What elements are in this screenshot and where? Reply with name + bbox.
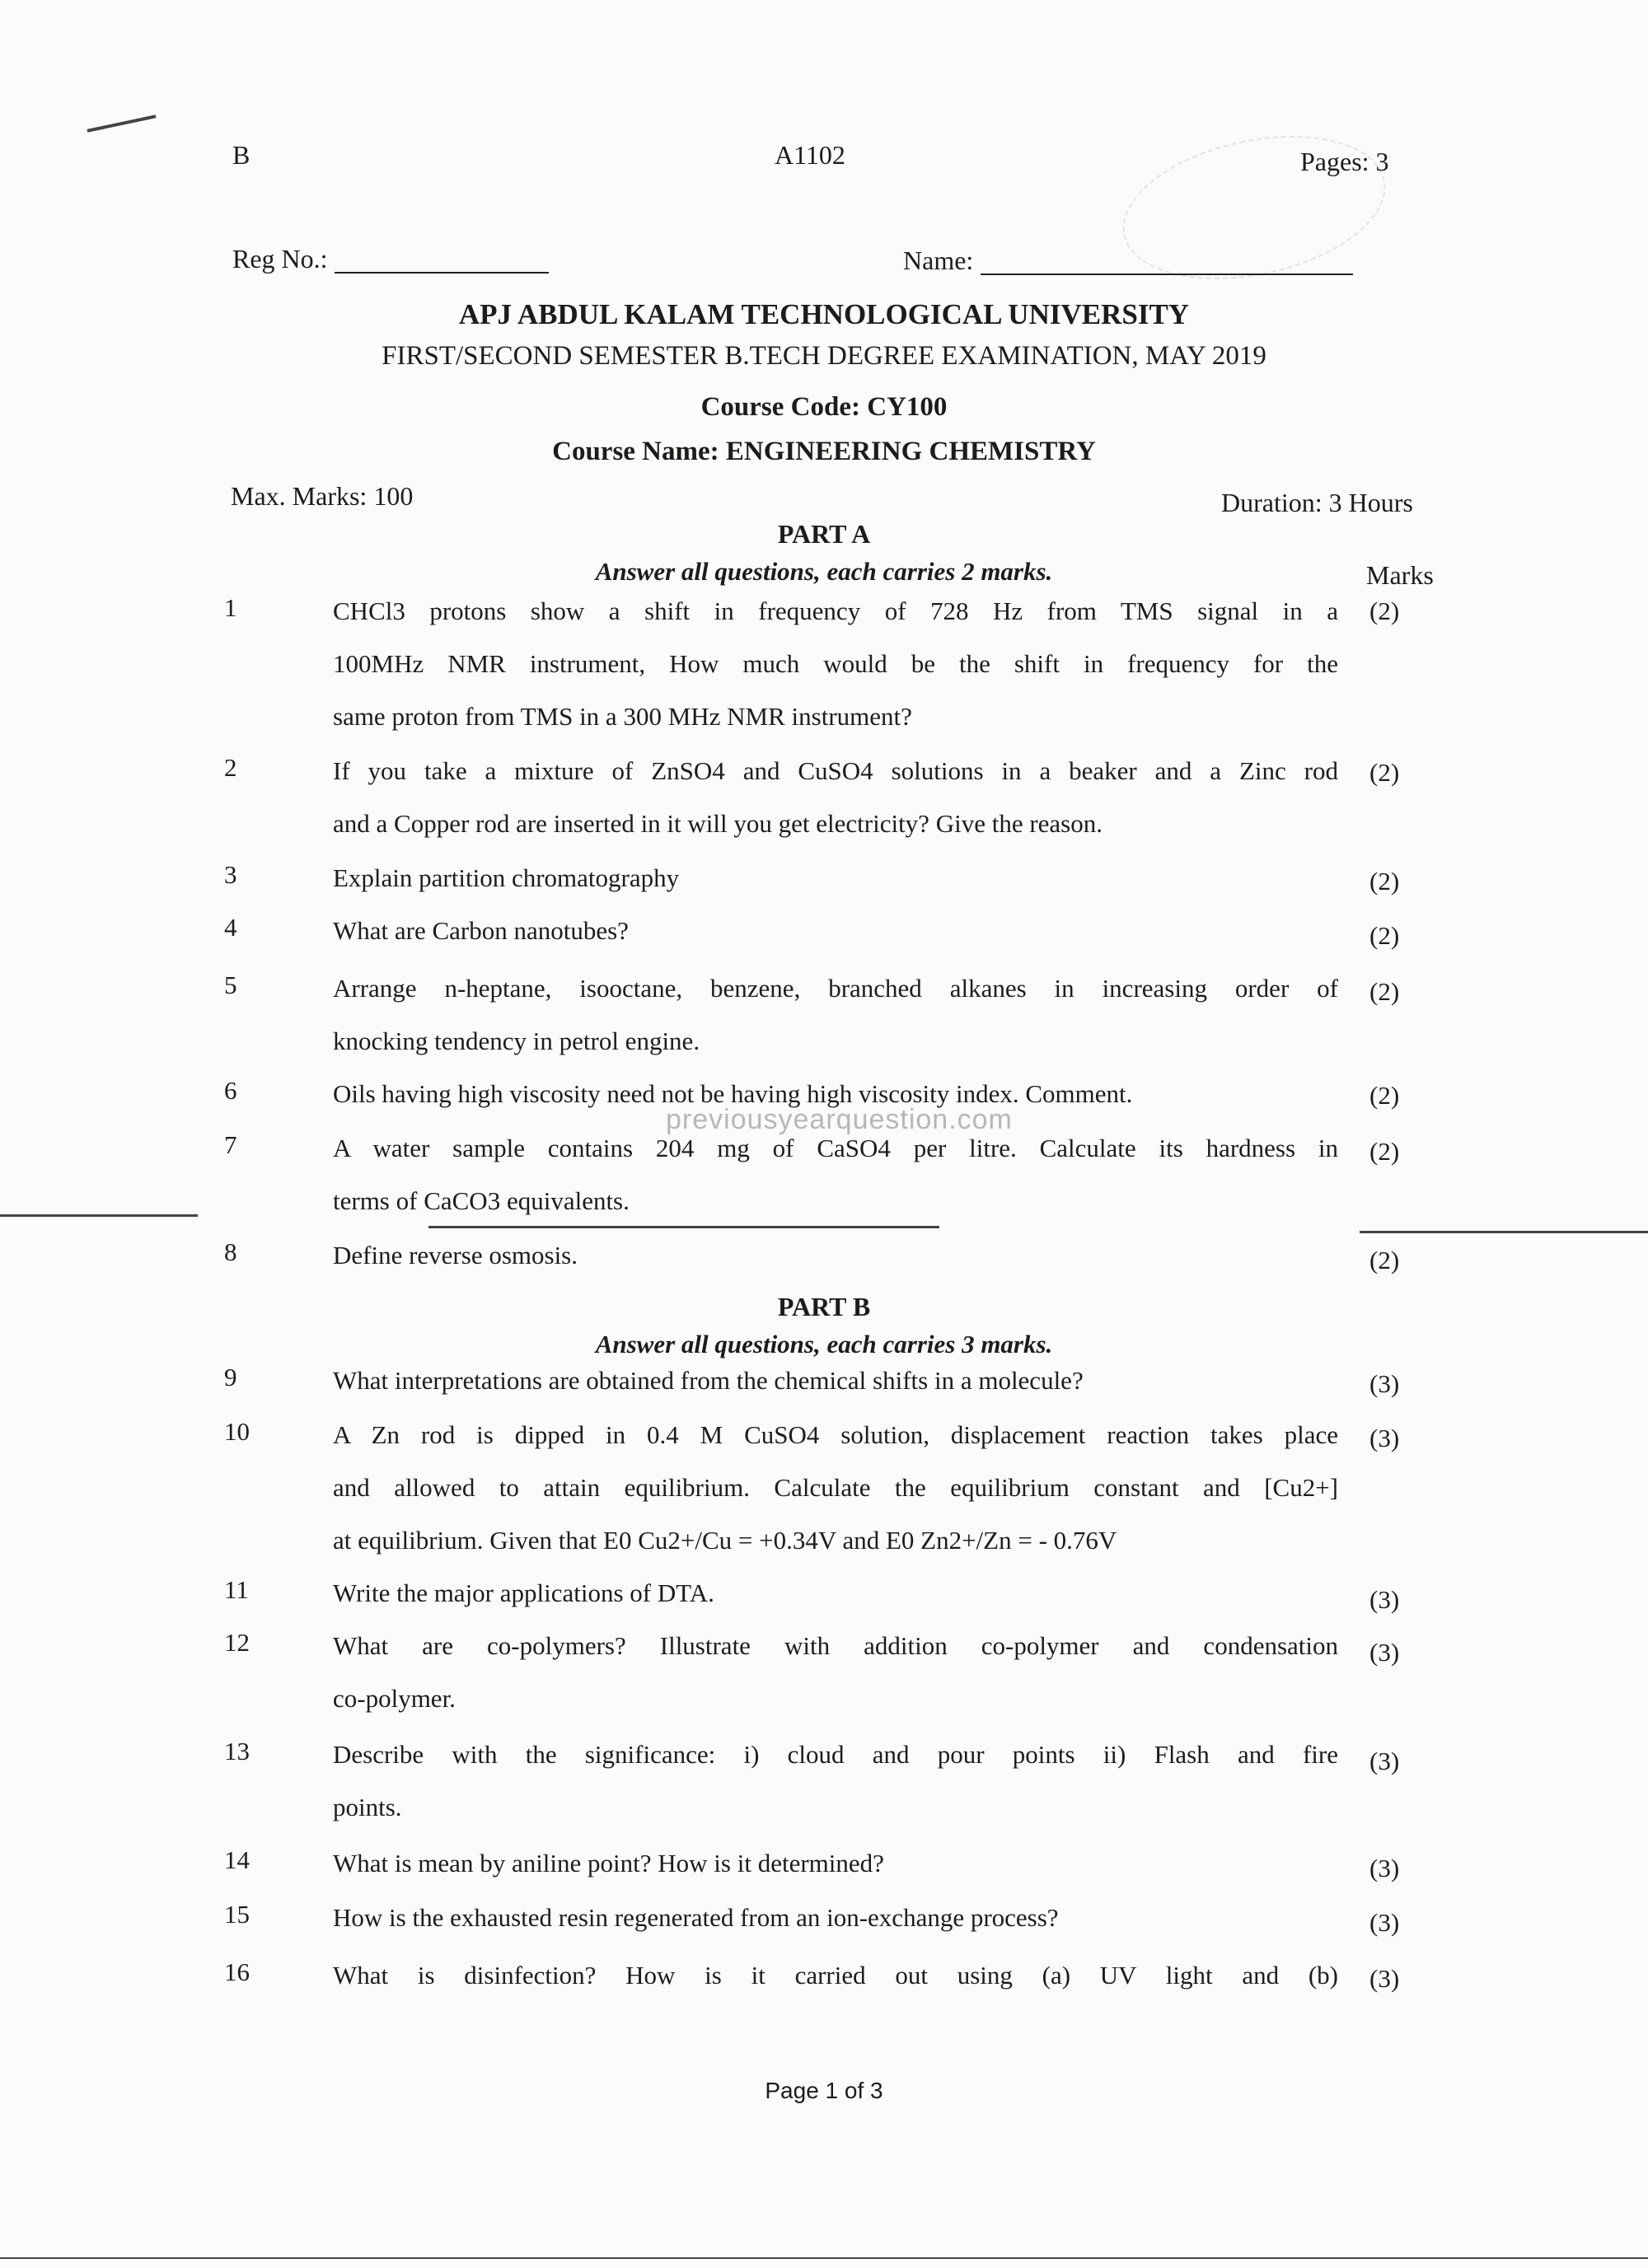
- question-line: same proton from TMS in a 300 MHz NMR instrument?: [333, 702, 912, 731]
- question-line: Oils having high viscosity need not be having high viscosity index. Comment.: [333, 1079, 1133, 1108]
- question-text: [333, 1892, 1338, 1944]
- question-line: points.: [333, 1793, 402, 1821]
- question-number: 11: [224, 1575, 249, 1604]
- question-number: 15: [224, 1900, 250, 1929]
- question-line: 100MHz NMR instrument, How much would be the shift in frequency for the: [333, 649, 1338, 678]
- question-text: [333, 962, 1338, 1068]
- question-number: 6: [224, 1076, 237, 1105]
- question-line: If you take a mixture of ZnSO4 and CuSO4 solutions in a beaker and a Zinc rod: [333, 756, 1338, 785]
- question-marks: (3): [1369, 1369, 1400, 1398]
- question-text: [333, 1567, 1338, 1620]
- scan-streak: [0, 1214, 198, 1217]
- page-count: Pages: 3: [1300, 147, 1389, 176]
- question-text: [333, 745, 1338, 850]
- question-marks: (2): [1369, 758, 1400, 787]
- question-number: 3: [224, 860, 237, 889]
- question-marks: (2): [1369, 596, 1400, 625]
- question-line: How is the exhausted resin regenerated from an ion-exchange process?: [333, 1903, 1059, 1932]
- question-line: What are co-polymers? Illustrate with addition co-polymer and condensation: [333, 1631, 1338, 1660]
- question-line: and allowed to attain equilibrium. Calculate the equilibrium constant and [Cu2+]: [333, 1473, 1338, 1502]
- question-line: What are Carbon nanotubes?: [333, 916, 629, 945]
- question-number: 10: [224, 1417, 250, 1446]
- paper-series: B: [232, 140, 250, 170]
- scan-streak: [1360, 1231, 1648, 1233]
- question-line: and a Copper rod are inserted in it will you get electricity? Give the reason.: [333, 809, 1103, 838]
- question-marks: (3): [1369, 1747, 1400, 1775]
- question-line: A water sample contains 204 mg of CaSO4 per litre. Calculate its hardness in: [333, 1134, 1338, 1162]
- question-line: Explain partition chromatography: [333, 863, 680, 892]
- question-text: [333, 852, 1338, 905]
- question-line: A Zn rod is dipped in 0.4 M CuSO4 solution, displacement reaction takes place: [333, 1420, 1338, 1449]
- question-marks: (2): [1369, 1081, 1400, 1110]
- question-text: [333, 905, 1338, 957]
- question-line: What is disinfection? How is it carried out using (a) UV light and (b): [333, 1961, 1338, 1990]
- question-number: 7: [224, 1130, 237, 1159]
- max-marks: Max. Marks: 100: [231, 481, 414, 511]
- question-marks: (3): [1369, 1424, 1400, 1452]
- question-number: 14: [224, 1845, 250, 1874]
- question-text: [333, 1837, 1338, 1890]
- marks-column-header: Marks: [1366, 560, 1434, 590]
- paper-code: A1102: [775, 140, 845, 170]
- question-marks: (2): [1369, 921, 1400, 950]
- question-text: [333, 1229, 1338, 1282]
- question-marks: (3): [1369, 1854, 1400, 1882]
- reg-no-label: Reg No.:: [232, 244, 328, 274]
- scan-mark: [87, 115, 157, 133]
- duration: Duration: 3 Hours: [1221, 488, 1413, 517]
- scan-streak: [428, 1226, 939, 1228]
- question-text: [333, 1949, 1338, 2002]
- question-marks: (3): [1369, 1908, 1400, 1937]
- exam-name: FIRST/SECOND SEMESTER B.TECH DEGREE EXAMINATION, MAY 2019: [382, 341, 1266, 371]
- question-text: [333, 1728, 1338, 1834]
- part-b-heading: PART B: [777, 1292, 871, 1321]
- question-number: 4: [224, 913, 237, 942]
- question-line: at equilibrium. Given that E0 Cu2+/Cu = +0.34V and E0 Zn2+/Zn = - 0.76V: [333, 1526, 1117, 1555]
- question-marks: (2): [1369, 1246, 1400, 1274]
- question-line: CHCl3 protons show a shift in frequency of 728 Hz from TMS signal in a: [333, 596, 1338, 625]
- question-text: [333, 1354, 1338, 1407]
- question-number: 2: [224, 753, 237, 782]
- part-a-heading: PART A: [777, 519, 871, 549]
- page-footer: Page 1 of 3: [765, 2078, 883, 2103]
- question-number: 1: [224, 593, 237, 622]
- question-line: Describe with the significance: i) cloud and pour points ii) Flash and fire: [333, 1740, 1338, 1769]
- question-number: 8: [224, 1237, 237, 1266]
- question-marks: (3): [1369, 1638, 1400, 1667]
- question-text: [333, 1620, 1338, 1725]
- watermark-text: previousyearquestion.com: [666, 1104, 1013, 1135]
- question-marks: (3): [1369, 1964, 1400, 1993]
- question-line: terms of CaCO3 equivalents.: [333, 1186, 630, 1215]
- question-text: [333, 1409, 1338, 1567]
- question-number: 12: [224, 1628, 250, 1657]
- course-name: Course Name: ENGINEERING CHEMISTRY: [552, 437, 1096, 466]
- question-number: 5: [224, 970, 237, 999]
- question-line: Define reverse osmosis.: [333, 1241, 578, 1270]
- question-line: What interpretations are obtained from the chemical shifts in a molecule?: [333, 1366, 1084, 1395]
- question-marks: (2): [1369, 867, 1400, 896]
- university-name: APJ ABDUL KALAM TECHNOLOGICAL UNIVERSITY: [458, 298, 1190, 330]
- question-line: Write the major applications of DTA.: [333, 1578, 714, 1607]
- question-marks: (2): [1369, 1137, 1400, 1166]
- reg-no-blank: [335, 272, 549, 274]
- question-marks: (2): [1369, 977, 1400, 1006]
- name-label: Name:: [903, 246, 974, 275]
- question-line: What is mean by aniline point? How is it determined?: [333, 1849, 884, 1878]
- question-line: knocking tendency in petrol engine.: [333, 1026, 700, 1055]
- question-text: [333, 585, 1338, 743]
- scan-edge: [0, 2257, 1648, 2259]
- name-blank: [981, 274, 1353, 275]
- part-b-instruction: Answer all questions, each carries 3 marks.: [595, 1330, 1053, 1358]
- question-line: co-polymer.: [333, 1684, 456, 1713]
- question-number: 13: [224, 1737, 250, 1765]
- part-a-instruction: Answer all questions, each carries 2 marks.: [595, 557, 1053, 586]
- question-number: 9: [224, 1363, 237, 1391]
- question-line: Arrange n-heptane, isooctane, benzene, branched alkanes in increasing order of: [333, 974, 1338, 1003]
- question-text: [333, 1122, 1338, 1228]
- question-number: 16: [224, 1957, 250, 1986]
- course-code: Course Code: CY100: [700, 392, 948, 422]
- question-marks: (3): [1369, 1585, 1400, 1614]
